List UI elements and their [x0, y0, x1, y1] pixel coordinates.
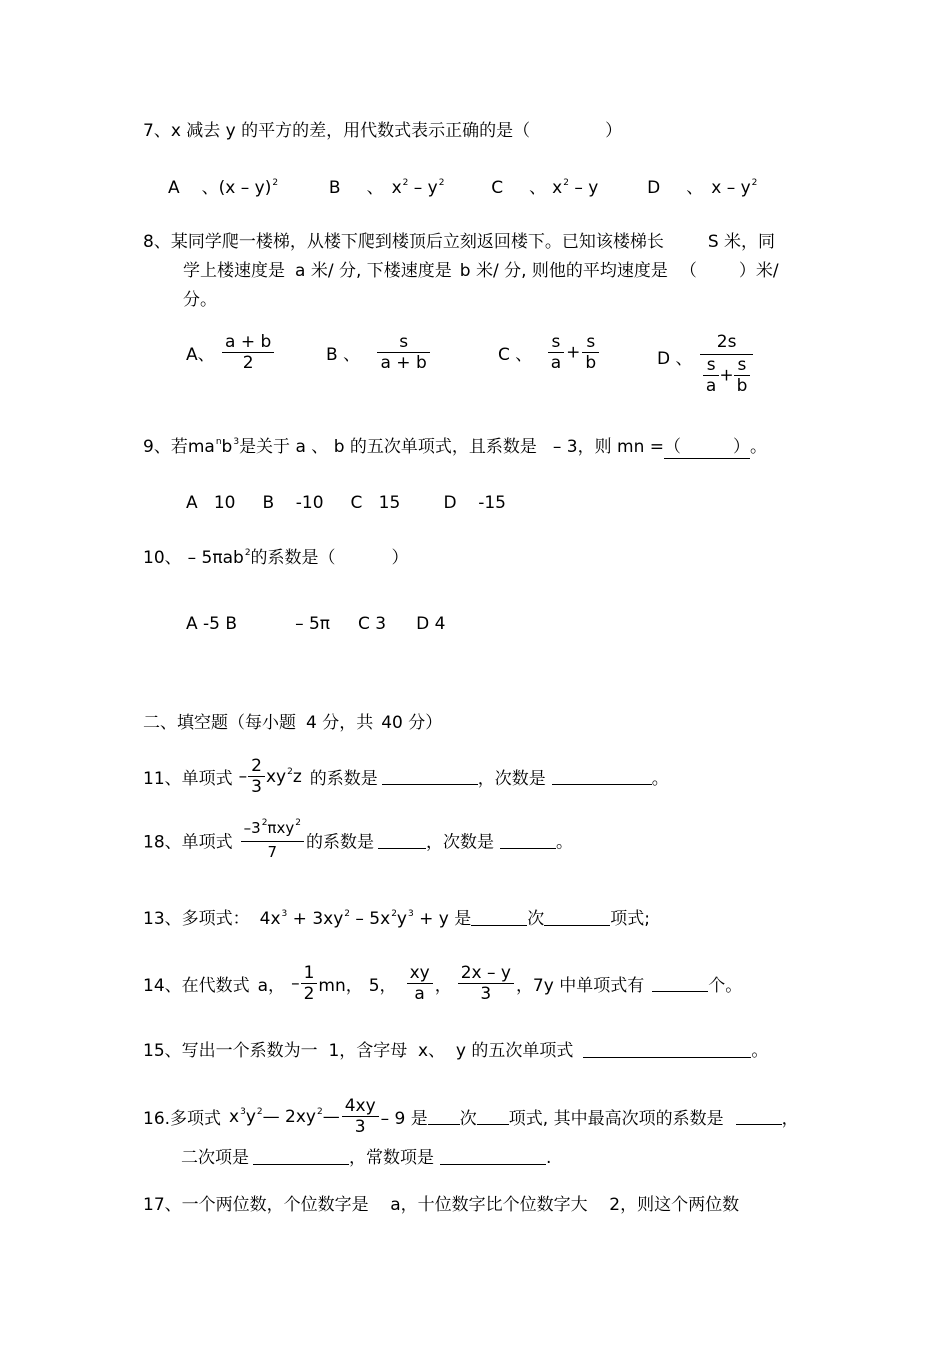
q17-line: 17、一个两位数，个位数字是 a，十位数字比个位数字大 2，则这个两位数 — [143, 1195, 740, 1215]
q18-coef-blank[interactable] — [378, 832, 426, 849]
q11-degree-blank[interactable] — [552, 768, 652, 785]
q7-stem: 7、x 减去 y 的平方的差，用代数式表示正确的是（ ） — [143, 121, 623, 141]
q14-count-blank[interactable] — [652, 975, 708, 992]
q16-coef-blank[interactable] — [736, 1108, 782, 1125]
q9-options: A 10 B -10 C 15 D -15 — [186, 493, 506, 513]
q13-terms-blank[interactable] — [544, 909, 610, 926]
q15-answer-blank[interactable] — [583, 1041, 751, 1058]
q13-line: 13、多项式： $4x^3 + 3xy^2 - 5x^2y^3 + y$ 是 次 项式; — [143, 909, 650, 929]
q11-line: 11、单项式 – $\frac{2}{3}$ $xy^2z$ 的系数是 ，次数是 。 — [143, 756, 669, 797]
section-title: 二、填空题（每小题 4 分，共 40 分） — [143, 713, 443, 733]
q7-option-c: C 、 $x^2$ – y — [491, 178, 599, 198]
q8-option-a: A、 $\frac{a + b}{2}$ — [186, 332, 276, 373]
q8-option-c: C 、 $\frac{s}{a}$ + $\frac{s}{b}$ — [498, 332, 601, 373]
q9-stem: 9、若$ma^nb^3$是关于 a 、 b 的五次单项式，且系数是 – 3，则 mn =（ ）。 — [143, 437, 767, 457]
q10-stem: 10、 – 5πab$^2$的系数是（ ） — [143, 548, 409, 568]
q15-line: 15、写出一个系数为一 1，含字母 x、 y 的五次单项式 。 — [143, 1041, 769, 1061]
q16-terms-blank[interactable] — [477, 1108, 509, 1125]
q7-option-b: B 、 $x^2 - y^2$ — [328, 178, 445, 198]
q8-line1: 8、某同学爬一楼梯，从楼下爬到楼顶后立刻返回楼下。已知该楼梯长 S 米，同 — [143, 232, 776, 252]
q7-options — [168, 177, 757, 202]
q18-line: 18、单项式 $\frac{-3^2\pi xy^2}{7}$ 的系数是 ，次数是 。 — [143, 818, 573, 861]
q8-option-b: B 、 $\frac{s}{a + b}$ — [326, 332, 432, 373]
q16-constant-blank[interactable] — [440, 1148, 546, 1165]
q8-option-d: D 、 2s $\frac{s}{a}$ + $\frac{s}{b}$ — [657, 332, 755, 396]
q16-line2: 二次项是 ，常数项是 . — [181, 1148, 552, 1168]
q8-line3: 分。 — [183, 290, 217, 310]
q18-degree-blank[interactable] — [500, 832, 556, 849]
q14-line: 14、在代数式 a， – $\frac{1}{2}$ mn， 5， $\frac{xy}{a}$ ， $\frac{2x - y}{3}$ ，7y 中单项式有 个。 — [143, 963, 743, 1004]
q16-quadratic-blank[interactable] — [253, 1148, 349, 1165]
q10-options: A -5 B – 5π C 3 D 4 — [186, 614, 446, 634]
q9-answer-blank[interactable]: （ ） — [664, 437, 750, 457]
q8-line2: 学上楼速度是 a 米/ 分, 下楼速度是 b 米/ 分, 则他的平均速度是 （ ）米/ — [183, 261, 779, 281]
q11-coef-blank[interactable] — [382, 768, 478, 785]
q16-line1: 16.多项式 $x^3y^2—$ $2xy^2—$ $\frac{4xy}{3}$ – 9 是 次 项式, 其中最高次项的系数是 ， — [143, 1096, 799, 1137]
q7-option-a: A 、(x – y)$^2$ — [168, 178, 279, 198]
q16-degree-blank[interactable] — [428, 1108, 460, 1125]
q13-degree-blank[interactable] — [471, 909, 527, 926]
q7-option-d: D 、 x – $y^2$ — [647, 178, 758, 198]
